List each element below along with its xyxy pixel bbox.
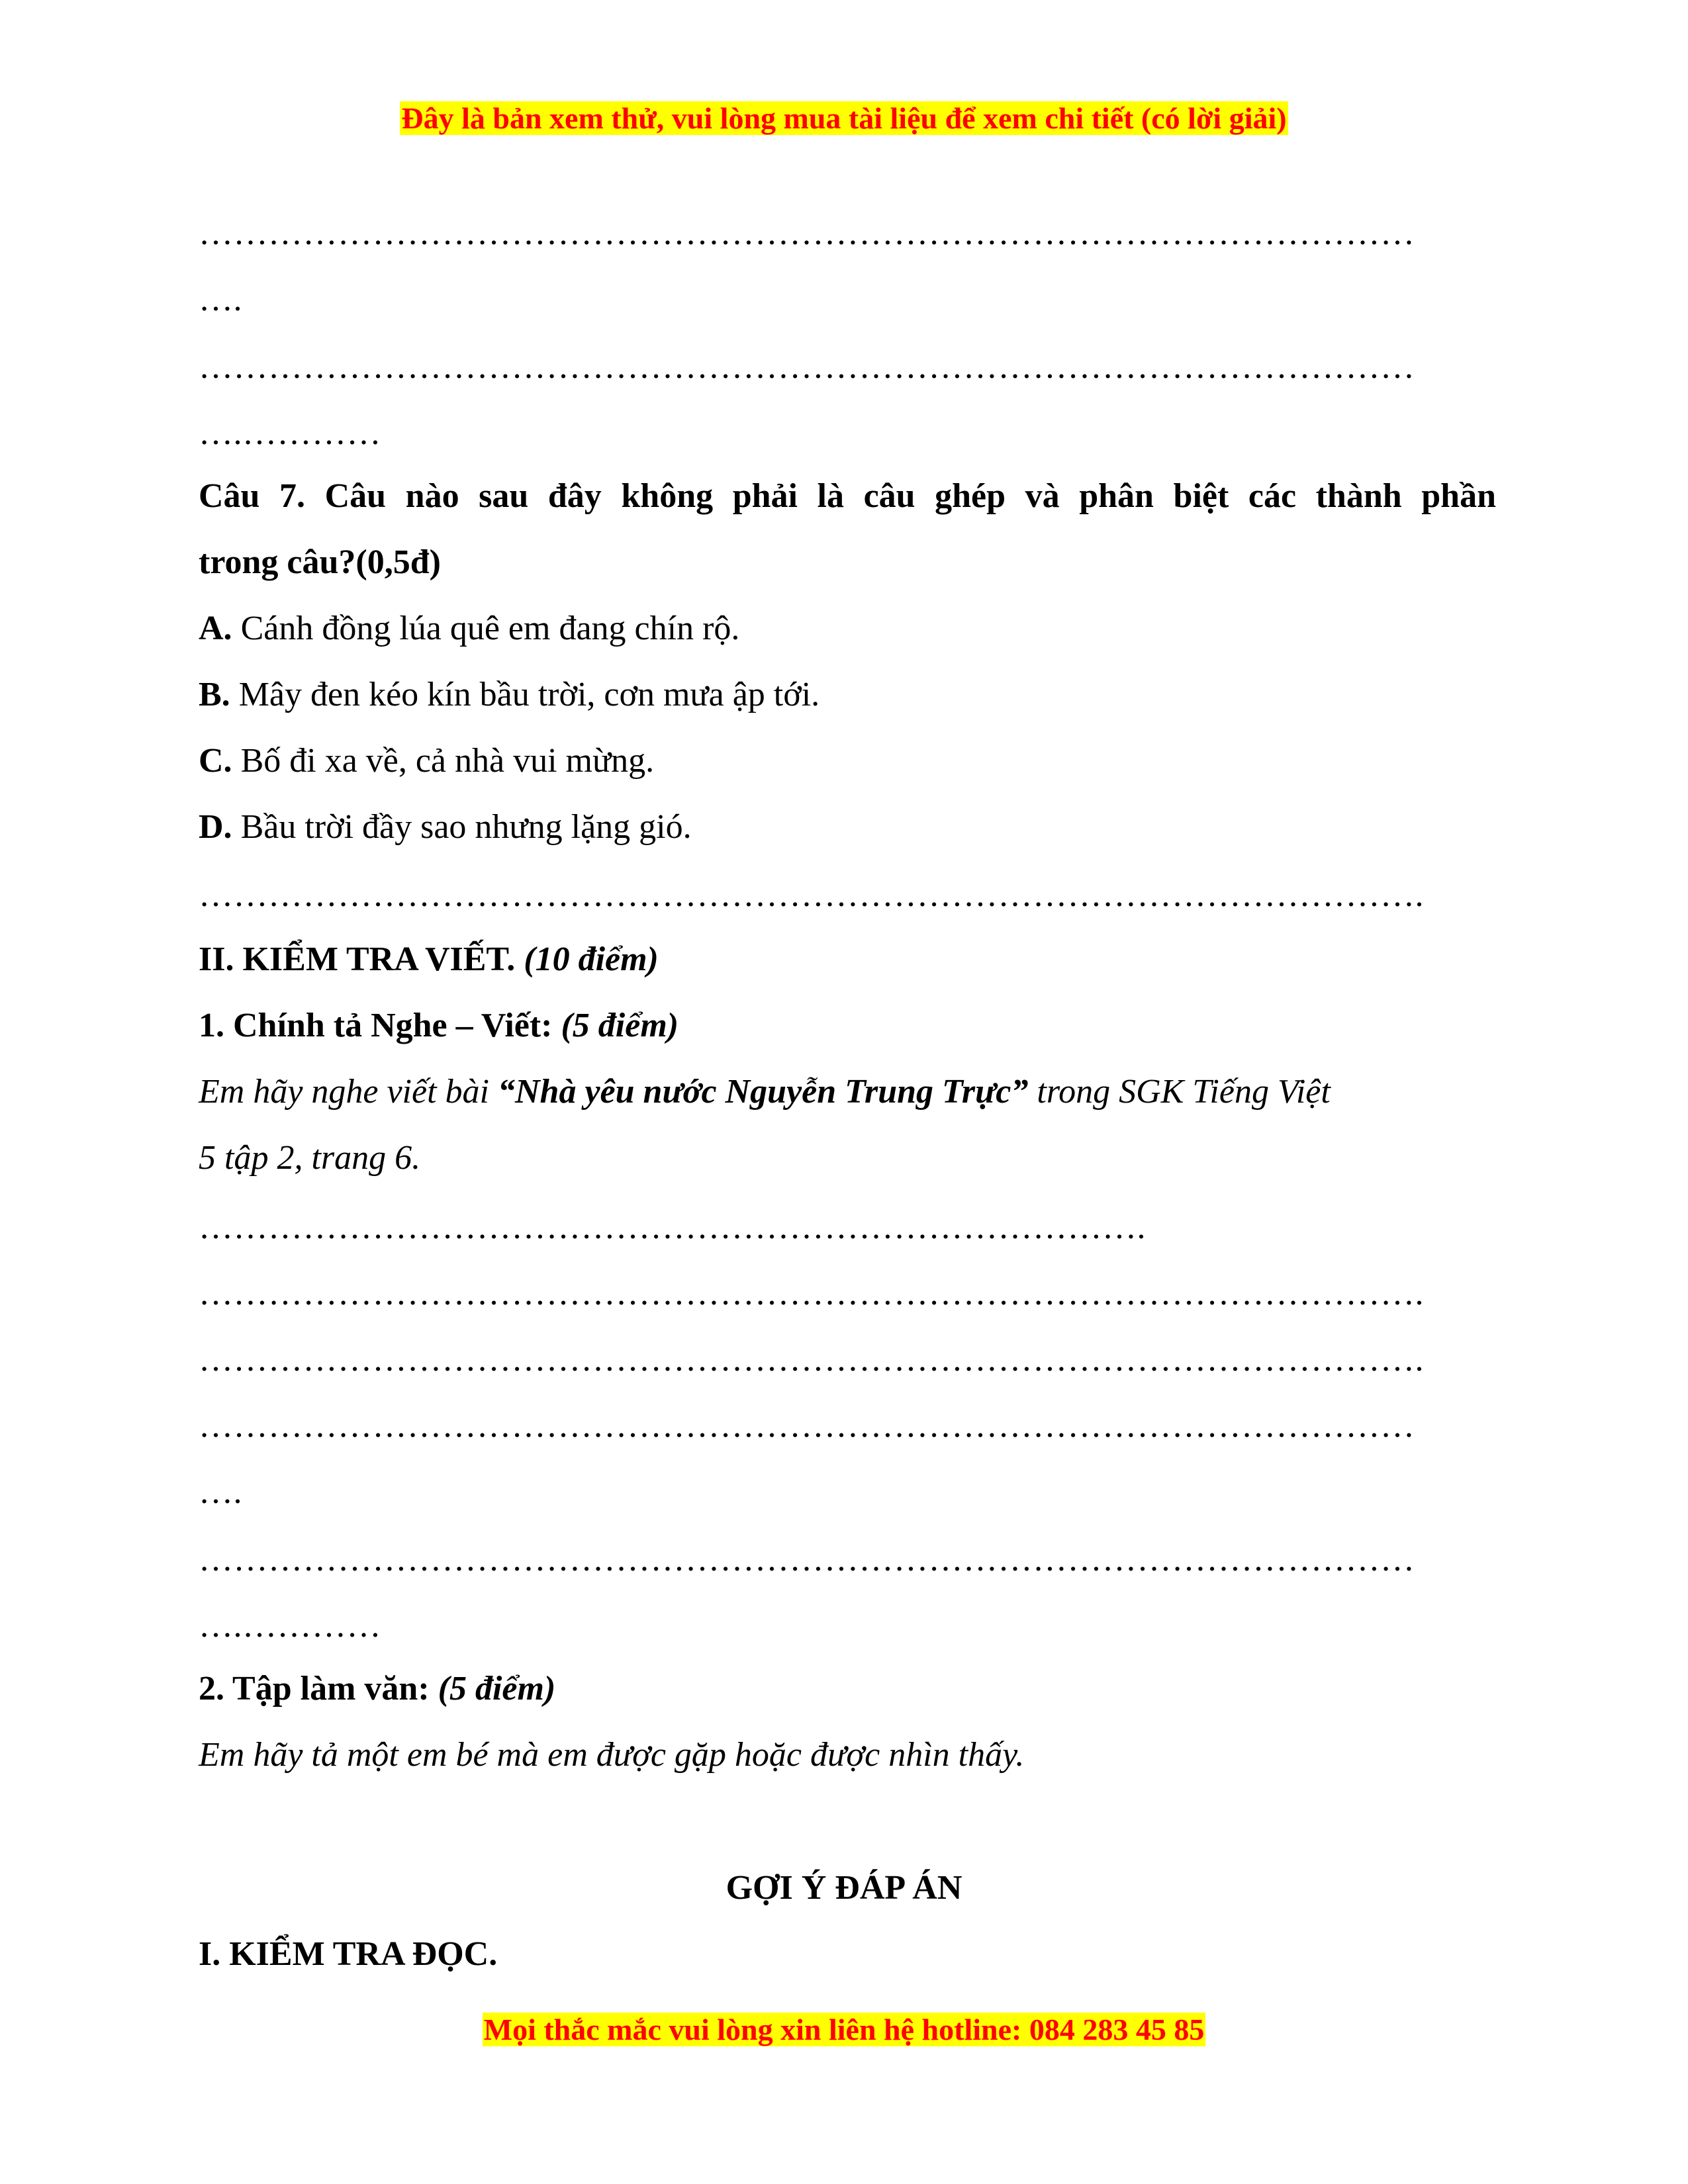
option-letter: D. [199, 808, 232, 846]
option-d [199, 804, 1496, 850]
instruction-text: trong SGK Tiếng Việt [1028, 1073, 1331, 1111]
part-1-instruction-cont: 5 tập 2, trang 6. [199, 1139, 421, 1177]
answer-line: ….………… [199, 414, 381, 452]
section-2-heading [199, 936, 1496, 983]
answer-line: ………………………………………………………………………. [199, 1208, 1146, 1246]
answer-line: …………………………………………………………………………………………… [199, 348, 1415, 386]
option-letter: C. [199, 742, 232, 780]
option-text: Bầu trời đầy sao nhưng lặng gió. [232, 808, 692, 846]
answer-key-title: GỢI Ý ĐÁP ÁN [726, 1869, 962, 1907]
hotline-text: Mọi thắc mắc vui lòng xin liên hệ hotline: 084 283 45 85 [483, 2013, 1205, 2046]
part-1-instruction [199, 1069, 1496, 1115]
answer-line: …………………………………………………………………………………………… [199, 1541, 1415, 1578]
answer-line: ……………………………………………………………………………………………. [199, 876, 1424, 914]
part-2-points: (5 điểm) [438, 1670, 556, 1707]
option-a [199, 606, 1496, 652]
part-1-heading [199, 1003, 1496, 1049]
preview-notice-text: Đây là bản xem thử, vui lòng mua tài liệu để xem chi tiết (có lời giải) [401, 101, 1287, 135]
option-letter: B. [199, 676, 230, 713]
section-2-points: (10 điểm) [524, 940, 659, 978]
answer-line: …………………………………………………………………………………………… [199, 1407, 1415, 1445]
section-2-heading-text: II. KIỂM TRA VIẾT. [199, 940, 524, 978]
part-1-heading-text: 1. Chính tả Nghe – Viết: [199, 1007, 561, 1044]
option-c [199, 738, 1496, 784]
part-2-heading [199, 1666, 1496, 1712]
option-letter: A. [199, 610, 232, 647]
lesson-title: “Nhà yêu nước Nguyễn Trung Trực” [497, 1073, 1029, 1111]
option-b [199, 672, 1496, 718]
answer-line: …. [199, 1473, 242, 1511]
answer-line: …………………………………………………………………………………………… [199, 214, 1415, 252]
answer-line: …. [199, 281, 242, 318]
answer-line: ……………………………………………………………………………………………. [199, 1341, 1424, 1379]
answer-line: ……………………………………………………………………………………………. [199, 1275, 1424, 1312]
question-7-title: Câu 7. Câu nào sau đây không phải là câu ghép và phân biệt các thành phần [199, 477, 1496, 515]
part-2-heading-text: 2. Tập làm văn: [199, 1670, 438, 1707]
hotline-banner [0, 2011, 1688, 2049]
question-7-title-cont: trong câu?(0,5đ) [199, 543, 441, 581]
option-text: Cánh đồng lúa quê em đang chín rộ. [232, 610, 740, 647]
answer-line: ….………… [199, 1607, 381, 1645]
part-1-points: (5 điểm) [561, 1007, 679, 1044]
option-text: Mây đen kéo kín bầu trời, cơn mưa ập tới. [230, 676, 820, 713]
option-text: Bố đi xa về, cả nhà vui mừng. [232, 742, 655, 780]
answer-key-section-1: I. KIỂM TRA ĐỌC. [199, 1935, 498, 1973]
preview-notice-banner [0, 99, 1688, 138]
part-2-instruction: Em hãy tả một em bé mà em được gặp hoặc được nhìn thấy. [199, 1736, 1025, 1774]
instruction-text: Em hãy nghe viết bài [199, 1073, 498, 1111]
